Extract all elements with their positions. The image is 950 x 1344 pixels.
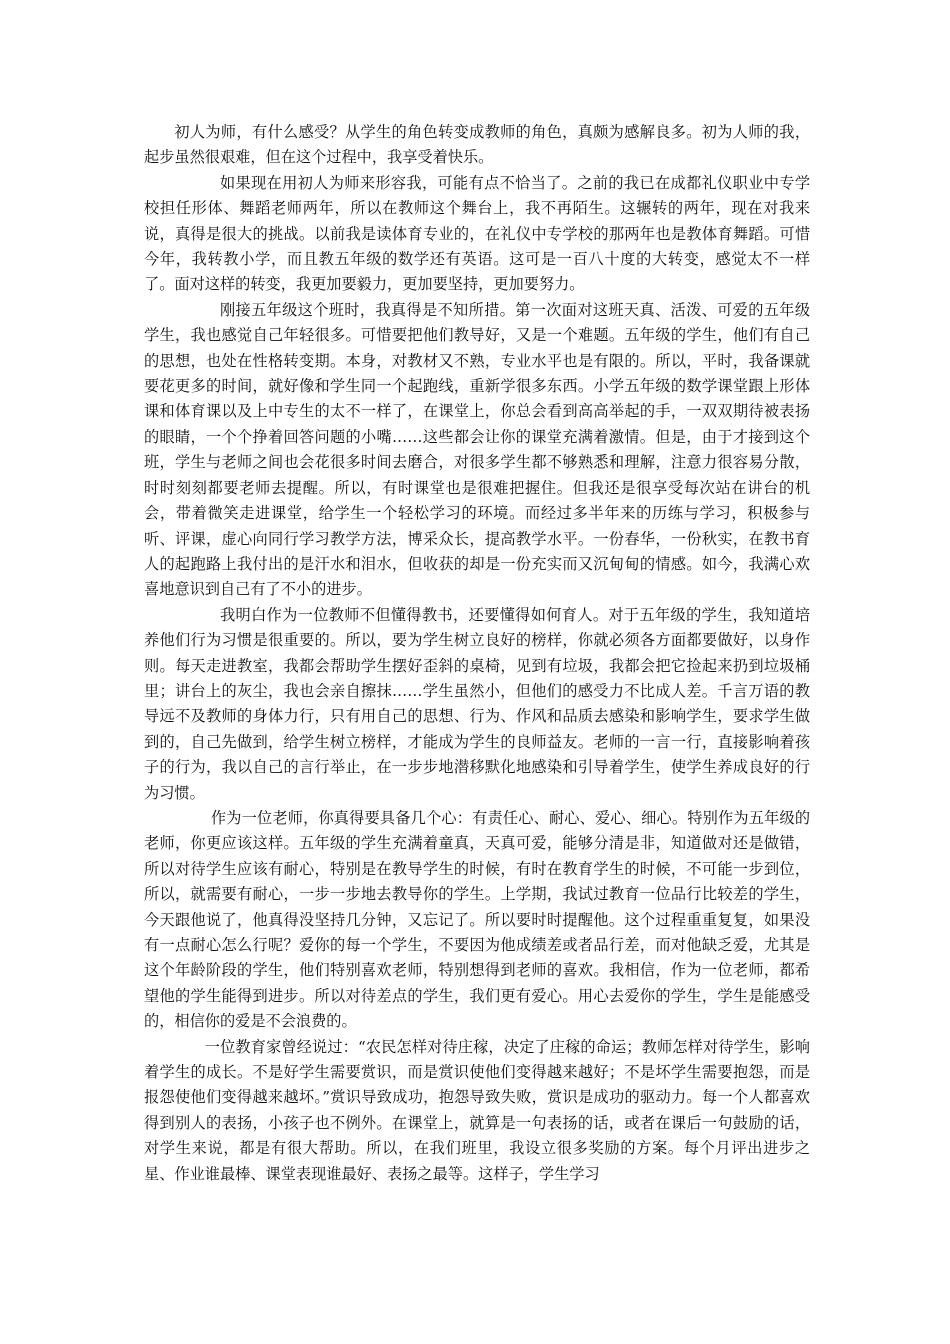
paragraph-qualities: 作为一位老师，你真得要具备几个心：有责任心、耐心、爱心、细心。特别作为五年级的老师，你更应该这样。五年级的学生充满着童真，天真可爱，能够分清是非，知道做对还是做错，所以对待学生应该有耐心，特别是在教导学生的时候，有时在教育学生的时候，不可能一步到位，所以，就需要有耐心，一步一步地去教导你的学生。上学期，我试过教育一位品行比较差的学生，今天跟他说了，他真得没坚持几分钟，又忘记了。所以要时时提醒他。这个过程重重复复，如果没有一点耐心怎么行呢？爱你的每一个学生，不要因为他成绩差或者品行差，而对他缺乏爱，尤其是这个年龄阶段的学生，他们特别喜欢老师，特别想得到老师的喜欢。我相信，作为一位老师，都希望他的学生能得到进步。所以对待差点的学生，我们更有爱心。用心去爱你的学生，学生是能感受的，相信你的爱是不会浪费的。 bbox=[144, 808, 810, 1031]
paragraph-role-model: 我明白作为一位教师不但懂得教书，还要懂得如何育人。对于五年级的学生，我知道培养他们行为习惯是很重要的。所以，要为学生树立良好的榜样，你就必须各方面都要做好，以身作则。每天走进教室，我都会帮助学生摆好歪斜的桌椅，见到有垃圾，我都会把它捡起来扔到垃圾桶里；讲台上的灰尘，我也会亲自擦抹……学生虽然小，但他们的感受力不比成人差。千言万语的教导远不及教师的身体力行，只有用自己的思想、行为、作风和品质去感染和影响学生，要求学生做到的，自己先做到，给学生树立榜样，才能成为学生的良师益友。老师的一言一行，直接影响着孩子的行为，我以自己的言行举止，在一步步地潜移默化地感染和引导着学生，使学生养成良好的行为习惯。 bbox=[144, 605, 810, 802]
paragraph-background: 如果现在用初人为师来形容我，可能有点不恰当了。之前的我已在成都礼仪职业中专学校担任形体、舞蹈老师两年，所以在教师这个舞台上，我不再陌生。这辗转的两年，现在对我来说，真得是很大的挑战。以前我是读体育专业的，在礼仪中专学校的那两年也是教体育舞蹈。可惜今年，我转教小学，而且教五年级的数学还有英语。这可是一百八十度的大转变，感觉太不一样了。面对这样的转变，我更加要毅力，更加要坚持，更加要努力。 bbox=[144, 173, 810, 294]
paragraph-first-class: 刚接五年级这个班时，我真得是不知所措。第一次面对这班天真、活泼、可爱的五年级学生，我也感觉自己年轻很多。可惜要把他们教导好，又是一个难题。五年级的学生，他们有自己的思想，也处在性格转变期。本身，对教材又不熟，专业水平也是有限的。所以，平时，我备课就要花更多的时间，就好像和学生同一个起跑线，重新学很多东西。小学五年级的数学课堂跟上形体课和体育课以及上中专生的太不一样了，在课堂上，你总会看到高高举起的手，一双双期待被表扬的眼睛，一个个挣着回答问题的小嘴……这些都会让你的课堂充满着激情。但是，由于才接到这个班，学生与老师之间也会花很多时间去磨合，对很多学生都不够熟悉和理解，注意力很容易分散，时时刻刻都要老师去提醒。所以，有时课堂也是很难把握住。但我还是很享受每次站在讲台的机会，带着微笑走进课堂，给学生一个轻松学习的环境。而经过多半年来的历练与学习，积极参与听、评课，虚心向同行学习教学方法，博采众长，提高教学水平。一份春华，一份秋实，在教书育人的起跑路上我付出的是汗水和泪水，但收获的却是一份充实而又沉甸甸的情感。如今，我满心欢喜地意识到自己有了不小的进步。 bbox=[144, 300, 810, 599]
paragraph-appreciation: 一位教育家曾经说过：“农民怎样对待庄稼，决定了庄稼的命运；教师怎样对待学生，影响着学生的成长。不是好学生需要赏识，而是赏识使他们变得越来越好；不是坏学生需要抱怨，而是报怨使他们变得越来越坏。”赏识导致成功，抱怨导致失败，赏识是成功的驱动力。每一个人都喜欢得到别人的表扬，小孩子也不例外。在课堂上，就算是一句表扬的话，或者在课后一句鼓励的话，对学生来说，都是有很大帮助。所以，在我们班里，我设立很多奖励的方案。每个月评出进步之星、作业谁最棒、课堂表现谁最好、表扬之最等。这样子，学生学习 bbox=[144, 1037, 810, 1183]
document-page bbox=[144, 120, 810, 1187]
paragraph-intro: 初人为师，有什么感受？从学生的角色转变成教师的角色，真颇为感解良多。初为人师的我，起步虽然很艰难，但在这个过程中，我享受着快乐。 bbox=[144, 123, 810, 167]
